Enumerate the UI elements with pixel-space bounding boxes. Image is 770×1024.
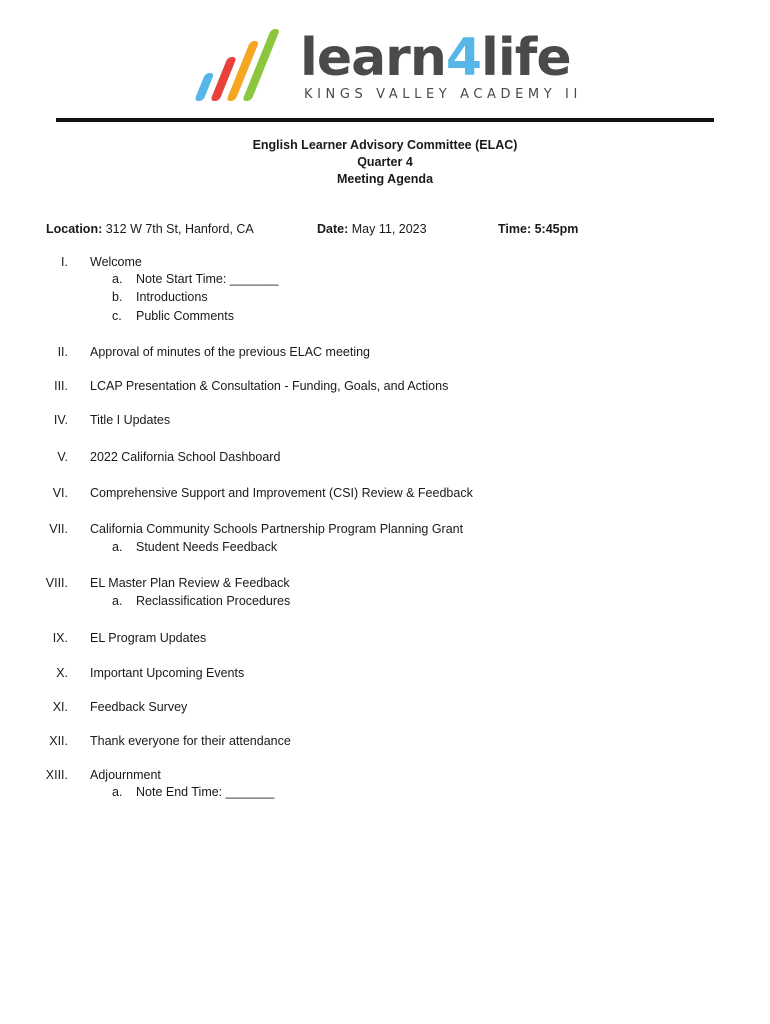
agenda-item-number: VII.	[49, 522, 68, 536]
agenda-item-number: XIII.	[45, 768, 68, 782]
logo-bars-icon	[194, 27, 294, 105]
learn4life-logo	[194, 27, 582, 105]
quarter-label: Quarter 4	[357, 155, 413, 169]
time-label: Time: 5:45pm	[498, 222, 579, 236]
subitem-text: Student Needs Feedback	[136, 540, 278, 554]
agenda-item-number: V.	[57, 450, 68, 464]
agenda-item-text: California Community Schools Partnership Program Planning Grant	[90, 522, 464, 536]
subitem-letter: a.	[112, 272, 123, 286]
agenda-item-number: XII.	[49, 734, 68, 748]
date-value: May 11, 2023	[351, 222, 427, 236]
location-value: 312 W 7th St, Hanford, CA	[105, 222, 254, 236]
agenda-item-text: Welcome	[90, 255, 142, 269]
logo-word-end: life	[481, 28, 571, 88]
agenda-item-text: Feedback Survey	[90, 700, 188, 714]
date-label: Date:	[317, 222, 349, 236]
agenda-item-text: EL Master Plan Review & Feedback	[90, 576, 290, 590]
time-info	[498, 222, 578, 236]
agenda-heading: Meeting Agenda	[336, 172, 434, 186]
subitem-text: Note End Time: _______	[136, 785, 275, 799]
subitem-letter: a.	[112, 540, 123, 554]
subitem-letter: c.	[112, 309, 122, 323]
agenda-item-text: Title I Updates	[90, 413, 171, 427]
committee-title: English Learner Advisory Committee (ELAC)	[252, 138, 518, 152]
subitem-text: Note Start Time: _______	[136, 272, 279, 286]
subitem-letter: a.	[112, 594, 123, 608]
agenda-item-text: LCAP Presentation & Consultation - Funding, Goals, and Actions	[90, 379, 449, 393]
date-info	[317, 222, 427, 236]
agenda-item-number: III.	[54, 379, 68, 393]
agenda-item-text: Approval of minutes of the previous ELAC meeting	[90, 345, 371, 359]
agenda-item-number: IX.	[52, 631, 68, 645]
agenda-item-text: Thank everyone for their attendance	[90, 734, 291, 748]
agenda-item-number: II.	[57, 345, 68, 359]
agenda-item-number: X.	[56, 666, 68, 680]
agenda-item-text: Comprehensive Support and Improvement (CSI) Review & Feedback	[90, 486, 473, 500]
subitem-text: Introductions	[136, 290, 208, 304]
agenda-item-text: Adjournment	[90, 768, 161, 782]
logo-word-num: 4	[445, 28, 482, 88]
subitem-text: Public Comments	[136, 309, 234, 323]
location-label: Location:	[46, 222, 103, 236]
agenda-item-text: EL Program Updates	[90, 631, 207, 645]
logo-bar-blue	[194, 73, 214, 101]
header-divider	[56, 118, 714, 122]
agenda-title-block	[0, 137, 770, 188]
subitem-letter: a.	[112, 785, 123, 799]
agenda-item-number: IV.	[53, 413, 68, 427]
agenda-item-number: VIII.	[45, 576, 68, 590]
agenda-item-number: I.	[61, 255, 68, 269]
location-info	[46, 222, 254, 236]
agenda-item-number: VI.	[52, 486, 68, 500]
agenda-item-text: 2022 California School Dashboard	[90, 450, 281, 464]
subitem-text: Reclassification Procedures	[136, 594, 291, 608]
logo-wordmark	[300, 25, 571, 91]
logo-word-main: learn	[300, 28, 446, 88]
logo-subtitle: KINGS VALLEY ACADEMY II	[304, 87, 582, 102]
subitem-letter: b.	[112, 290, 123, 304]
agenda-item-number: XI.	[52, 700, 68, 714]
agenda-item-text: Important Upcoming Events	[90, 666, 245, 680]
